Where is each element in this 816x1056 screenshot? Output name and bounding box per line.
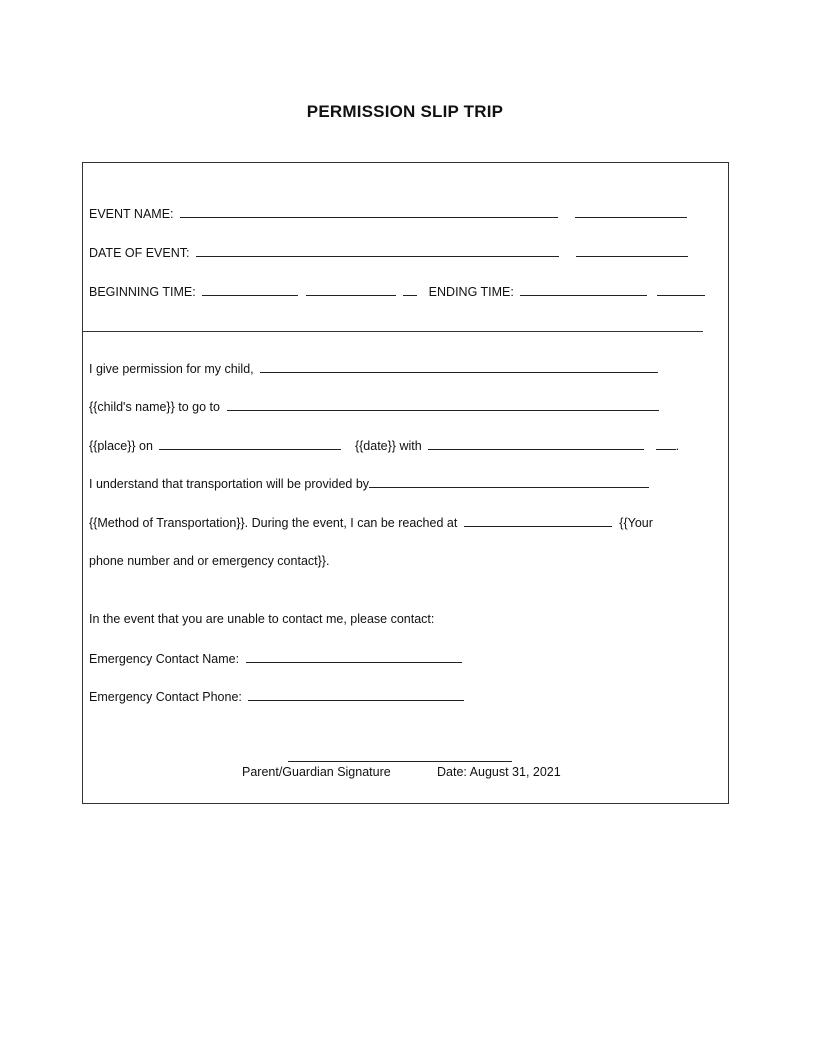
permission-text-5b: {{Your [619, 516, 653, 530]
event-name-extra-field[interactable] [575, 205, 687, 218]
contact-number-field[interactable] [464, 514, 612, 527]
permission-text-3c: . [675, 439, 680, 453]
begin-time-extra-field[interactable] [306, 283, 396, 296]
transportation-field[interactable] [369, 475, 649, 488]
permission-text-1: I give permission for my child, [89, 362, 254, 376]
end-time-label: ENDING TIME: [428, 285, 514, 299]
permission-line-2 [89, 398, 659, 415]
permission-text-6: phone number and or emergency contact}}. [89, 554, 330, 568]
begin-time-field[interactable] [202, 283, 298, 296]
emergency-phone-field[interactable] [248, 688, 464, 701]
permission-text-5a: {{Method of Transportation}}. During the event, I can be reached at [89, 516, 458, 530]
end-time-extra-field[interactable] [657, 283, 705, 296]
event-name-field[interactable] [180, 205, 558, 218]
event-date-extra-field[interactable] [576, 244, 688, 257]
section-divider [82, 331, 703, 332]
event-name-label: EVENT NAME: [89, 207, 174, 221]
event-time-row [89, 283, 705, 300]
trip-date-field[interactable] [159, 437, 341, 450]
emergency-intro: In the event that you are unable to contact me, please contact: [89, 612, 435, 626]
signature-date: Date: August 31, 2021 [437, 765, 561, 779]
permission-text-3b: {{date}} with [354, 439, 422, 453]
permission-text-2: {{child's name}} to go to [89, 400, 220, 414]
child-name-field[interactable] [260, 360, 658, 373]
emergency-name-row [89, 650, 462, 667]
event-date-row [89, 244, 688, 261]
chaperone-extra-field[interactable] [656, 437, 676, 450]
signature-label: Parent/Guardian Signature [242, 765, 391, 779]
emergency-phone-label: Emergency Contact Phone: [89, 690, 242, 704]
permission-line-5 [89, 514, 653, 531]
end-time-field[interactable] [520, 283, 647, 296]
permission-line-3 [89, 437, 679, 454]
place-field[interactable] [227, 398, 659, 411]
permission-text-4: I understand that transportation will be provided by [89, 477, 370, 491]
event-name-row [89, 205, 687, 222]
page-title: PERMISSION SLIP TRIP [306, 102, 504, 121]
begin-time-label: BEGINNING TIME: [89, 285, 196, 299]
permission-text-3a: {{place}} on [89, 439, 153, 453]
event-date-label: DATE OF EVENT: [89, 246, 190, 260]
begin-time-ampm-field[interactable] [403, 283, 417, 296]
permission-line-4 [89, 475, 649, 492]
emergency-name-field[interactable] [246, 650, 462, 663]
chaperone-field[interactable] [428, 437, 644, 450]
event-date-field[interactable] [196, 244, 559, 257]
permission-line-6 [89, 553, 329, 569]
permission-line-1 [89, 360, 658, 377]
emergency-name-label: Emergency Contact Name: [89, 652, 240, 666]
signature-field[interactable] [288, 761, 512, 762]
emergency-phone-row [89, 688, 464, 705]
